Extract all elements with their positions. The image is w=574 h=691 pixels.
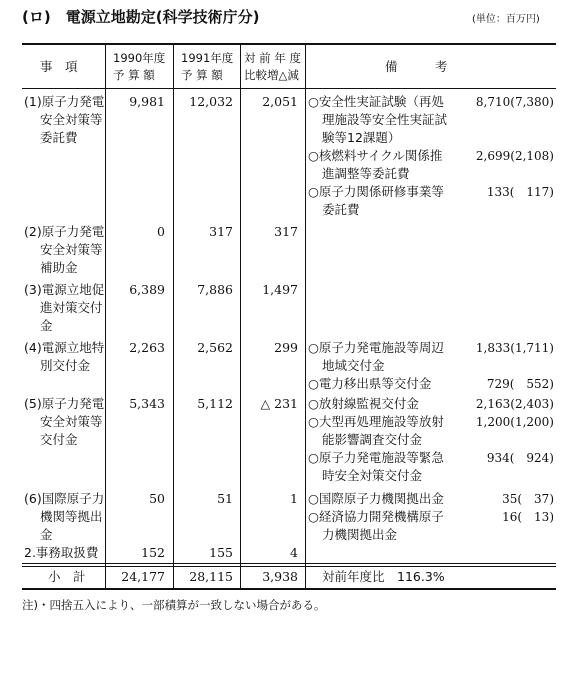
row5-v1990: 5,343	[129, 396, 165, 411]
row1-remark3-line2: 委託費	[322, 202, 360, 217]
total-v1990: 24,177	[121, 569, 165, 584]
row1-remark3-amount: 133( 117)	[486, 185, 554, 199]
row1-remark1-line1: ○安全性実証試験（再処	[308, 94, 444, 109]
row5-remark2-amount: 1,200(1,200)	[475, 415, 554, 429]
row4-diff: 299	[274, 340, 298, 355]
table-bottom-rule	[22, 588, 556, 590]
row7-item: 2.事務取扱費	[24, 545, 99, 560]
row6-v1990: 50	[149, 491, 165, 506]
row3-item-line1: (3)電源立地促	[24, 282, 105, 297]
row4-v1990: 2,263	[129, 340, 165, 355]
row5-item-line1: (5)原子力発電	[24, 396, 105, 411]
row1-remark2-line2: 進調整等委託費	[322, 166, 410, 181]
row1-remark1-line3: 験等12課題）	[322, 130, 401, 145]
row4-item-line2: 別交付金	[40, 358, 91, 373]
header-1990-line2: 予 算 額	[113, 68, 155, 82]
row7-diff: 4	[290, 545, 298, 560]
row3-diff: 1,497	[262, 282, 298, 297]
unit-label: (単位：百万円)	[472, 14, 540, 25]
row5-remark1-line1: ○放射線監視交付金	[308, 396, 419, 411]
row4-remark2-amount: 729( 552)	[486, 377, 554, 391]
row5-remark1-amount: 2,163(2,403)	[475, 397, 554, 411]
header-bottom-rule	[22, 88, 556, 89]
row5-remark2-line2: 能影響調査交付金	[322, 432, 423, 447]
row6-item-line2: 機関等拠出	[40, 509, 103, 524]
row2-v1990: 0	[157, 224, 165, 239]
row6-remark2-amount: 16( 13)	[502, 510, 554, 524]
total-remark: 対前年度比 116.3%	[322, 569, 445, 584]
row7-v1991: 155	[209, 545, 233, 560]
row4-remark1-amount: 1,833(1,711)	[475, 341, 554, 355]
table-top-rule	[22, 43, 556, 45]
header-remarks: 備 考	[385, 59, 448, 74]
row1-remark3-line1: ○原子力関係研修事業等	[308, 184, 444, 199]
row1-remark2-amount: 2,699(2,108)	[475, 149, 554, 163]
row6-v1991: 51	[217, 491, 233, 506]
row2-item-line3: 補助金	[40, 260, 78, 275]
header-diff-line1: 対 前 年 度	[244, 51, 301, 65]
row1-item-line3: 委託費	[40, 130, 78, 145]
row4-v1991: 2,562	[197, 340, 233, 355]
row3-v1991: 7,886	[197, 282, 233, 297]
row5-remark3-line2: 時安全対策交付金	[322, 468, 423, 483]
row1-remark1-line2: 理施設等安全性実証試	[322, 112, 448, 127]
header-1990-line1: 1990年度	[113, 51, 166, 65]
row4-remark1-line1: ○原子力発電施設等周辺	[308, 340, 444, 355]
row3-v1990: 6,389	[129, 282, 165, 297]
row5-remark3-line1: ○原子力発電施設等緊急	[308, 450, 444, 465]
row1-v1990: 9,981	[129, 94, 165, 109]
header-1991-line2: 予 算 額	[181, 68, 223, 82]
row2-item-line1: (2)原子力発電	[24, 224, 105, 239]
row1-item-line2: 安全対策等	[40, 112, 103, 127]
row7-v1990: 152	[141, 545, 165, 560]
total-label: 小 計	[48, 569, 86, 584]
row5-v1991: 5,112	[197, 396, 233, 411]
row6-item-line3: 金	[40, 527, 53, 542]
header-diff-line2: 比較増△減	[244, 68, 299, 82]
row2-item-line2: 安全対策等	[40, 242, 103, 257]
row6-diff: 1	[290, 491, 298, 506]
row5-remark2-line1: ○大型再処理施設等放射	[308, 414, 444, 429]
row5-diff: △ 231	[260, 396, 298, 411]
row3-item-line2: 進対策交付	[40, 300, 103, 315]
row6-remark1-line1: ○国際原子力機関拠出金	[308, 491, 444, 506]
row1-item-line1: (1)原子力発電	[24, 94, 105, 109]
total-top-rule-2	[22, 566, 556, 567]
row1-remark2-line1: ○核燃料サイクル関係推	[308, 148, 443, 163]
row4-remark1-line2: 地域交付金	[322, 358, 385, 373]
row2-v1991: 317	[209, 224, 233, 239]
row2-diff: 317	[274, 224, 298, 239]
row1-diff: 2,051	[262, 94, 298, 109]
total-diff: 3,938	[262, 569, 298, 584]
col-divider-2	[173, 44, 174, 589]
col-divider-1	[105, 44, 106, 589]
col-divider-3	[240, 44, 241, 589]
total-top-rule-1	[22, 563, 556, 564]
footnote: 注)・四捨五入により、一部積算が一致しない場合がある。	[22, 598, 326, 612]
row6-item-line1: (6)国際原子力	[24, 491, 105, 506]
row6-remark2-line2: 力機関拠出金	[322, 527, 398, 542]
row5-item-line3: 交付金	[40, 432, 78, 447]
row6-remark1-amount: 35( 37)	[502, 492, 554, 506]
total-v1991: 28,115	[189, 569, 233, 584]
row5-item-line2: 安全対策等	[40, 414, 103, 429]
row1-v1991: 12,032	[189, 94, 233, 109]
header-1991-line1: 1991年度	[181, 51, 234, 65]
col-divider-4	[305, 44, 306, 589]
row4-remark2-line1: ○電力移出県等交付金	[308, 376, 432, 391]
row1-remark1-amount: 8,710(7,380)	[475, 95, 554, 109]
table-title: (ロ) 電源立地勘定(科学技術庁分)	[22, 8, 260, 26]
row5-remark3-amount: 934( 924)	[486, 451, 554, 465]
header-item: 事 項	[40, 59, 78, 74]
row6-remark2-line1: ○経済協力開発機構原子	[308, 509, 444, 524]
row3-item-line3: 金	[40, 318, 53, 333]
row4-item-line1: (4)電源立地特	[24, 340, 105, 355]
